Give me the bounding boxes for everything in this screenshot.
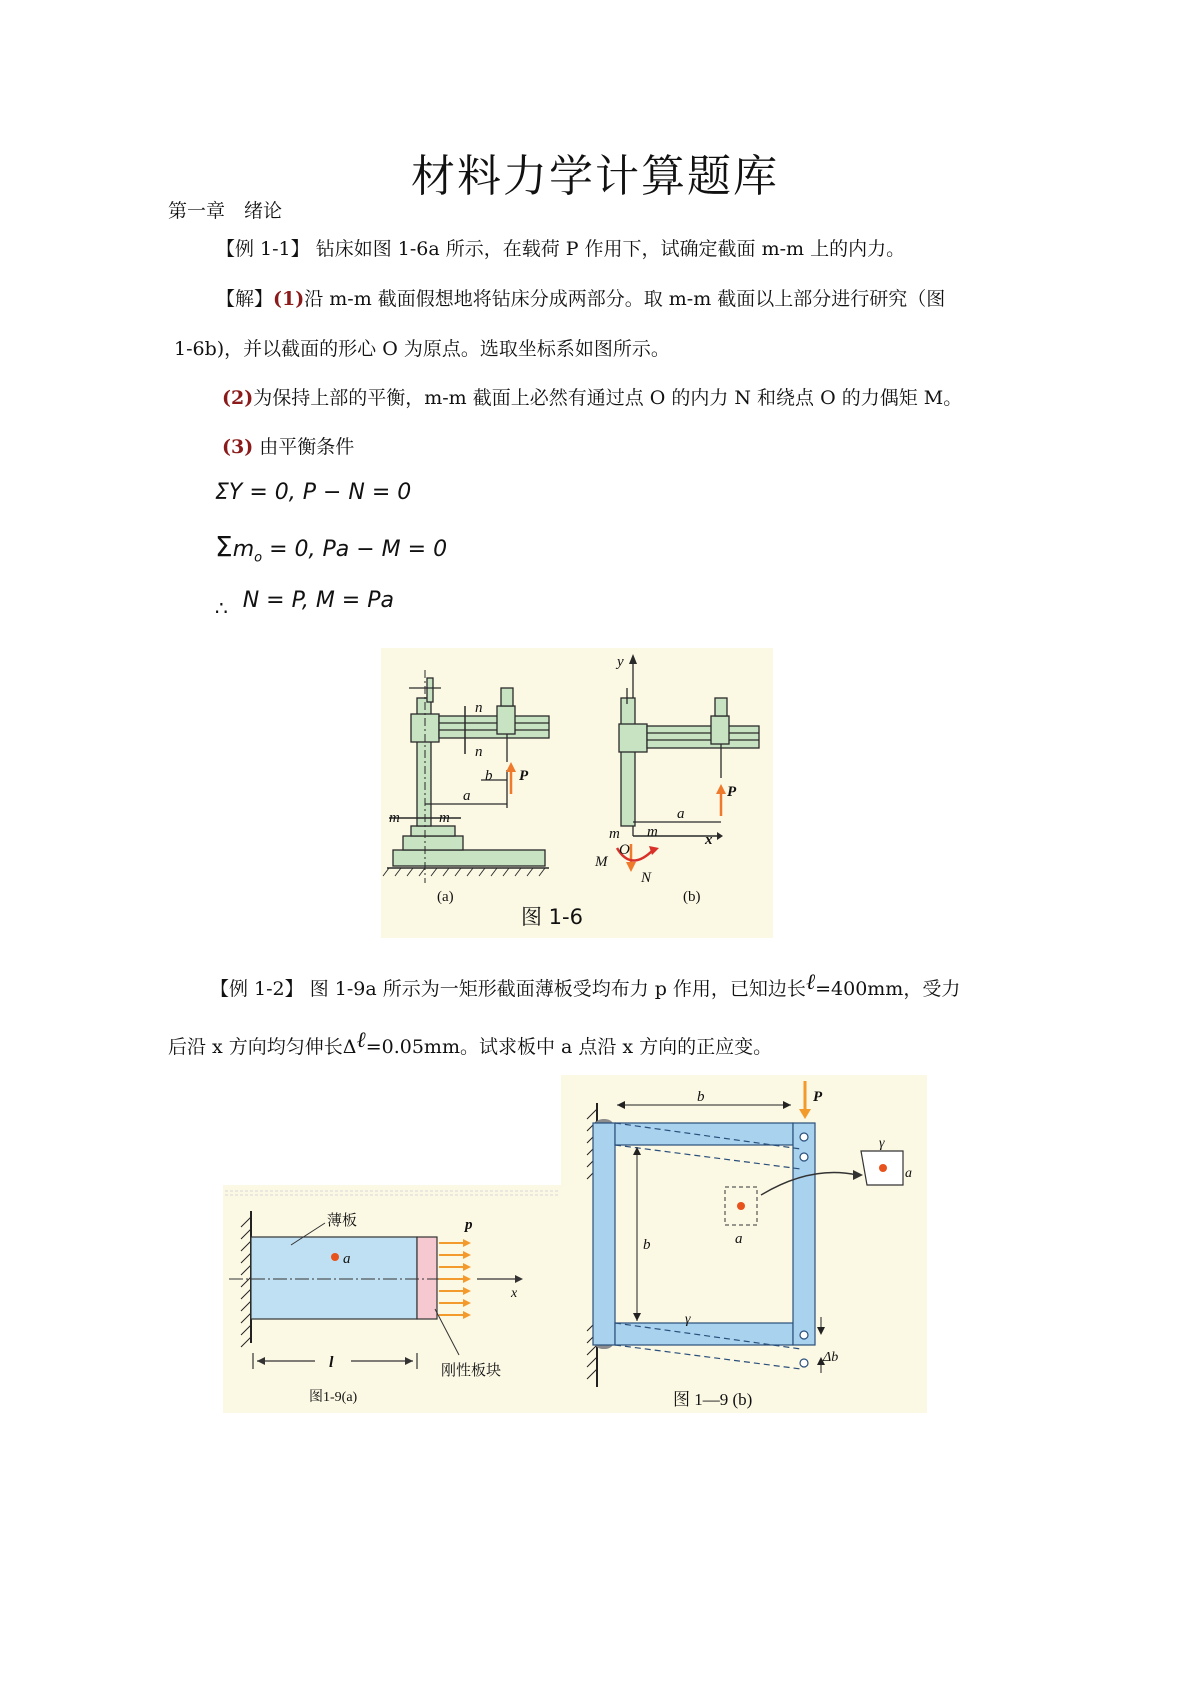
label-a-a: a bbox=[463, 788, 471, 804]
figure-1-6-caption: 图 1-6 bbox=[521, 905, 583, 929]
label-P-load: P bbox=[813, 1089, 823, 1105]
example-2-text-2: =400mm，受力 bbox=[815, 978, 961, 1000]
label-b-top: b bbox=[697, 1089, 705, 1105]
page-title: 材料力学计算题库 bbox=[411, 151, 779, 202]
equation-result bbox=[215, 588, 394, 620]
example-2-line-2 bbox=[168, 1028, 773, 1059]
step-1-line-2: 1-6b)，并以截面的形心 O 为原点。选取坐标系如图所示。 bbox=[174, 338, 670, 360]
solution-tag: 【解】 bbox=[216, 288, 274, 310]
example-2-text-4: =0.05mm。试求板中 a 点沿 x 方向的正应变。 bbox=[365, 1036, 773, 1058]
moment-symbol: m bbox=[232, 537, 255, 562]
label-n-top: n bbox=[475, 700, 483, 716]
label-m-right-a: m bbox=[439, 810, 450, 826]
example-1-paragraph bbox=[216, 234, 905, 261]
sum-symbol: Σ bbox=[215, 530, 233, 563]
example-2-tag: 【例 1-2】 bbox=[210, 978, 304, 1000]
ell-symbol-2: ℓ bbox=[356, 1028, 366, 1053]
label-N: N bbox=[641, 870, 652, 886]
figure-1-9a bbox=[223, 1185, 561, 1413]
equation-moment-balance bbox=[215, 530, 447, 565]
step-2-number: (2) bbox=[222, 387, 254, 409]
label-m-right-b: m bbox=[647, 824, 658, 840]
step-1-number: (1) bbox=[273, 288, 305, 310]
figure-1-6 bbox=[381, 648, 773, 938]
figure-1-6b-free-body bbox=[619, 660, 759, 836]
label-gamma-element: γ bbox=[879, 1136, 885, 1151]
label-delta-b: Δb bbox=[823, 1350, 839, 1365]
moment-equation-rest: = 0, Pa − M = 0 bbox=[262, 537, 448, 562]
figure-1-9b-caption: 图 1—9 (b) bbox=[673, 1390, 753, 1409]
chapter-heading: 第一章 绪论 bbox=[168, 200, 283, 222]
label-a-center: a bbox=[735, 1231, 743, 1247]
ell-symbol: ℓ bbox=[805, 970, 816, 995]
label-x-axis: x bbox=[705, 832, 713, 848]
label-b-left: b bbox=[643, 1237, 651, 1253]
step-1-line-1: 沿 m-m 截面假想地将钻床分成两部分。取 m-m 截面以上部分进行研究（图 bbox=[304, 288, 946, 310]
solution-step-1 bbox=[216, 284, 945, 311]
label-P-b: P bbox=[727, 784, 737, 800]
label-gamma-bottom: γ bbox=[685, 1312, 691, 1327]
label-y-axis: y bbox=[617, 654, 624, 670]
result-text: N = P, M = Pa bbox=[242, 588, 394, 613]
label-n-bottom: n bbox=[475, 744, 483, 760]
subfigure-label-a: (a) bbox=[437, 889, 454, 905]
figure-1-9a-caption: 图1-9(a) bbox=[309, 1390, 358, 1405]
label-m-left-a: m bbox=[389, 810, 400, 826]
step-2-text: 为保持上部的平衡，m-m 截面上必然有通过点 O 的内力 N 和绕点 O 的力偶矩 M。 bbox=[253, 387, 963, 409]
subfigure-label-b: (b) bbox=[683, 889, 701, 905]
label-b-a: b bbox=[485, 768, 493, 784]
example-1-text: 钻床如图 1-6a 所示，在载荷 P 作用下，试确定截面 m-m 上的内力。 bbox=[315, 238, 906, 260]
label-P-a: P bbox=[519, 768, 529, 784]
figure-1-9b bbox=[561, 1075, 927, 1413]
moment-subscript: o bbox=[254, 550, 263, 566]
label-rigid-block: 刚性板块 bbox=[441, 1363, 502, 1379]
label-load-p: p bbox=[465, 1217, 473, 1233]
solution-step-3 bbox=[222, 432, 354, 459]
example-2-text-3: 后沿 x 方向均匀伸长Δ bbox=[168, 1036, 357, 1058]
step-3-text: 由平衡条件 bbox=[259, 436, 355, 458]
label-length-l: l bbox=[329, 1354, 334, 1371]
label-thin-plate: 薄板 bbox=[327, 1213, 358, 1229]
example-1-tag: 【例 1-1】 bbox=[216, 238, 310, 260]
label-a-b: a bbox=[677, 806, 685, 822]
label-O: O bbox=[619, 842, 630, 858]
label-point-a: a bbox=[343, 1251, 351, 1267]
step-3-number: (3) bbox=[222, 436, 254, 458]
label-M: M bbox=[595, 854, 608, 870]
example-2-line-1 bbox=[210, 970, 961, 1001]
equation-force-balance: ΣY = 0, P − N = 0 bbox=[215, 480, 412, 505]
therefore-symbol: ∴ bbox=[215, 596, 228, 620]
example-2-text-1: 图 1-9a 所示为一矩形截面薄板受均布力 p 作用，已知边长 bbox=[309, 978, 806, 1000]
label-m-left-b: m bbox=[609, 826, 620, 842]
label-x-direction: x bbox=[511, 1286, 518, 1301]
label-a-element: a bbox=[905, 1166, 912, 1181]
solution-step-2 bbox=[222, 383, 962, 410]
